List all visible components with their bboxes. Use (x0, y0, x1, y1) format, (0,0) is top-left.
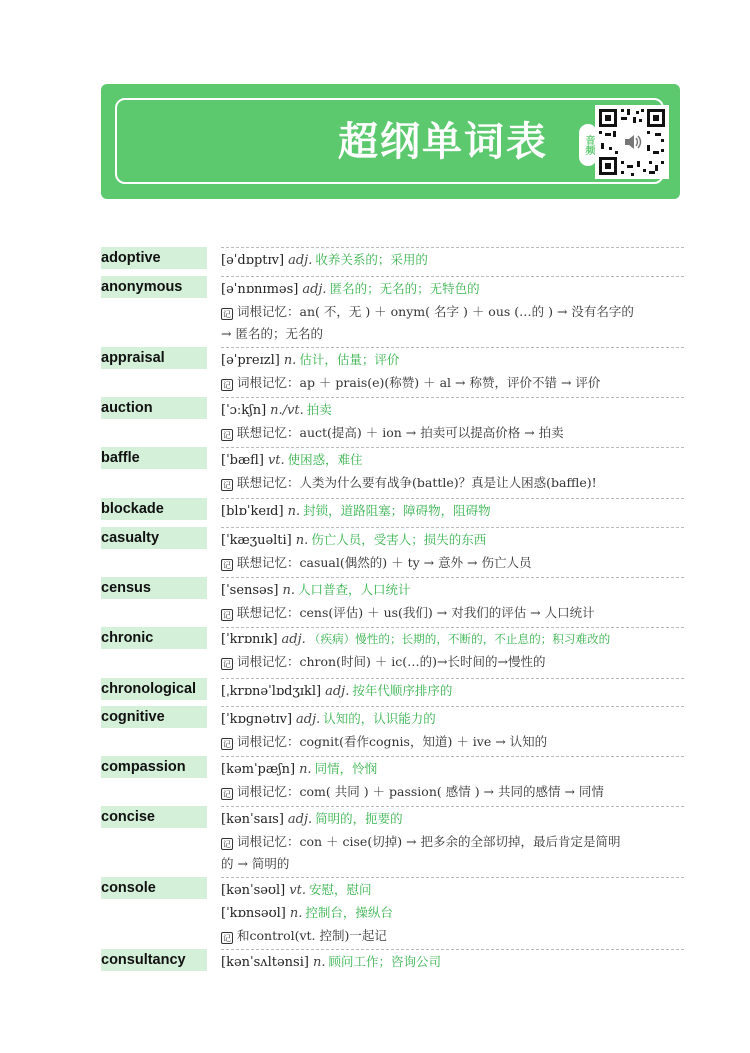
part-of-speech: n. (295, 533, 309, 548)
ji-char-box-icon: 记 (223, 660, 231, 669)
entry-body (221, 577, 684, 623)
headword-cell (101, 347, 207, 369)
headword: adoptive (101, 250, 161, 266)
memory-note (221, 300, 684, 322)
definition: 控制台，操纵台 (305, 905, 393, 920)
ji-char-box-icon: 记 (223, 481, 231, 490)
entry-body (221, 877, 684, 946)
memory-note (221, 551, 684, 573)
ji-char-box-icon: 记 (223, 431, 231, 440)
memory-text: 联想记忆：cens(评估) ＋ us(我们) → 对我们的评估 → 人口统计 (237, 605, 595, 620)
definition: 安慰，慰问 (308, 882, 372, 897)
entry-body (221, 447, 684, 493)
part-of-speech: adj. (302, 282, 327, 297)
definition: 伤亡人员，受害人；损失的东西 (311, 532, 487, 547)
memory-note (221, 421, 684, 443)
speaker-icon (621, 131, 643, 153)
part-of-speech: n./vt. (270, 403, 304, 418)
headword-cell (101, 877, 207, 899)
headword: casualty (101, 530, 160, 546)
headword: cognitive (101, 709, 165, 725)
entry-body (221, 806, 684, 874)
memory-note (221, 371, 684, 393)
headword: console (101, 880, 156, 896)
memory-text: 词根记忆：an( 不，无 ) ＋ onym( 名字 ) ＋ ous (…的 ) → 没有名字的 (237, 304, 634, 319)
memory-text: 的 → 简明的 (221, 856, 290, 871)
headword: consultancy (101, 952, 186, 968)
definition: 顾问工作；咨询公司 (328, 954, 441, 969)
part-of-speech: adj. (325, 684, 350, 699)
section-banner (101, 84, 680, 199)
headword: baffle (101, 450, 140, 466)
headword-cell (101, 678, 207, 700)
phonetic: [kənˈsʌltənsi] (221, 955, 309, 970)
memory-note (221, 650, 684, 672)
phonetic: [ˈkrɒnɪk] (221, 632, 278, 647)
memory-note (221, 780, 684, 802)
headword-cell (101, 706, 207, 728)
memory-note (221, 601, 684, 623)
memory-note (221, 471, 684, 493)
memory-text: 和control(vt. 控制)一起记 (237, 928, 387, 943)
entry-body (221, 347, 684, 393)
definition: 认知的，认识能力的 (323, 711, 436, 726)
entry-body (221, 756, 684, 802)
headword-cell (101, 949, 207, 971)
part-of-speech: vt. (289, 883, 306, 898)
part-of-speech: n. (312, 955, 326, 970)
headword-cell (101, 627, 207, 649)
ji-char-box-icon: 记 (223, 934, 231, 943)
phonetic: [blɒˈkeɪd] (221, 504, 284, 519)
ji-char-box-icon: 记 (223, 790, 231, 799)
phonetic: [əˈnɒnɪməs] (221, 282, 299, 297)
part-of-speech: n. (283, 353, 297, 368)
phonetic: [ˈkɒɡnətɪv] (221, 712, 293, 727)
definition: 收养关系的；采用的 (315, 252, 428, 267)
headword: concise (101, 809, 155, 825)
memory-text: 词根记忆：con ＋ cise(切掉) → 把多余的全部切掉，最后肯定是简明 (237, 834, 621, 849)
phonetic: [kənˈsaɪs] (221, 812, 284, 827)
phonetic: [ˈɔːkʃn] (221, 403, 267, 418)
phonetic: [əˈpreɪzl] (221, 353, 280, 368)
definition: 人口普查，人口统计 (298, 582, 411, 597)
memory-text: 联想记忆：casual(偶然的) ＋ ty → 意外 → 伤亡人员 (237, 555, 532, 570)
headword: appraisal (101, 350, 165, 366)
headword: blockade (101, 501, 164, 517)
ji-char-box-icon: 记 (223, 840, 231, 849)
part-of-speech: vt. (267, 453, 285, 468)
headword-cell (101, 806, 207, 828)
memory-text: 词根记忆：cognit(看作cognis，知道) ＋ ive → 认知的 (237, 734, 548, 749)
audio-badge[interactable]: 音频 (579, 124, 597, 166)
headword-cell (101, 447, 207, 469)
headword: compassion (101, 759, 186, 775)
entry-body (221, 706, 684, 752)
definition: 拍卖 (306, 402, 332, 417)
part-of-speech: n. (282, 583, 296, 598)
entry-body (221, 949, 684, 973)
phonetic: [ˈbæfl] (221, 453, 264, 468)
phonetic: [ˈkɒnsəʊl] (221, 906, 286, 921)
entry-body (221, 678, 684, 702)
entry-body (221, 397, 684, 443)
ji-char-box-icon: 记 (223, 740, 231, 749)
phonetic: [ˈkæʒuəlti] (221, 533, 292, 548)
definition: 匿名的；无名的；无特色的 (329, 281, 480, 296)
headword-cell (101, 498, 207, 520)
phonetic: [ˌkrɒnəˈlɒdʒɪkl] (221, 684, 322, 699)
phonetic: [kəmˈpæʃn] (221, 762, 296, 777)
headword: chronological (101, 681, 197, 697)
headword-cell (101, 397, 207, 419)
memory-note (221, 924, 684, 946)
entry-body (221, 527, 684, 573)
phonetic: [ˈsensəs] (221, 583, 279, 598)
part-of-speech: adj. (296, 712, 321, 727)
phonetic: [əˈdɒptɪv] (221, 253, 285, 268)
memory-note (221, 730, 684, 752)
entry-body (221, 627, 684, 672)
part-of-speech: adj. (281, 632, 306, 647)
headword: anonymous (101, 279, 183, 295)
definition: （疾病）慢性的；长期的，不断的，不止息的；积习难改的 (308, 632, 611, 646)
headword-cell (101, 527, 207, 549)
definition: 估计，估量；评价 (299, 352, 400, 367)
entry-body (221, 498, 684, 522)
headword: census (101, 580, 151, 596)
definition: 使困惑，难住 (287, 452, 363, 467)
definition: 按年代顺序排序的 (352, 683, 453, 698)
ji-char-box-icon: 记 (223, 611, 231, 620)
memory-note (221, 830, 684, 852)
entry-body (221, 247, 684, 271)
definition: 同情，怜悯 (314, 761, 378, 776)
headword-cell (101, 276, 207, 298)
memory-text: 词根记忆：com( 共同 ) ＋ passion( 感情 ) → 共同的感情 → 同情 (237, 784, 604, 799)
memory-text: 词根记忆：ap ＋ prais(e)(称赞) ＋ al → 称赞，评价不错 → 评价 (237, 375, 601, 390)
memory-note-cont (221, 852, 684, 874)
headword-cell (101, 756, 207, 778)
definition: 简明的，扼要的 (315, 811, 403, 826)
memory-note-cont (221, 322, 684, 344)
qr-code-icon[interactable] (595, 105, 669, 179)
phonetic: [kənˈsəʊl] (221, 883, 286, 898)
headword-cell (101, 577, 207, 599)
headword: auction (101, 400, 153, 416)
part-of-speech: adj. (287, 812, 313, 827)
headword: chronic (101, 630, 154, 646)
memory-text: 联想记忆：auct(提高) ＋ ion → 拍卖可以提高价格 → 拍卖 (237, 425, 564, 440)
part-of-speech: adj. (288, 253, 313, 268)
memory-text: → 匿名的；无名的 (221, 326, 323, 341)
memory-text: 词根记忆：chron(时间) ＋ ic(…的)→长时间的→慢性的 (237, 654, 546, 669)
ji-char-box-icon: 记 (223, 561, 231, 570)
headword-cell (101, 247, 207, 269)
page-title: 超纲单词表 (338, 119, 548, 165)
ji-char-box-icon: 记 (223, 310, 231, 319)
definition: 封锁，道路阻塞；障碍物，阻碍物 (303, 503, 491, 518)
part-of-speech: n. (287, 504, 301, 519)
part-of-speech: n. (299, 762, 312, 777)
entry-body (221, 276, 684, 344)
memory-text: 联想记忆：人类为什么要有战争(battle)？真是让人困惑(baffle)! (237, 475, 597, 490)
ji-char-box-icon: 记 (223, 381, 231, 390)
banner-frame (115, 98, 664, 184)
part-of-speech: n. (289, 906, 303, 921)
